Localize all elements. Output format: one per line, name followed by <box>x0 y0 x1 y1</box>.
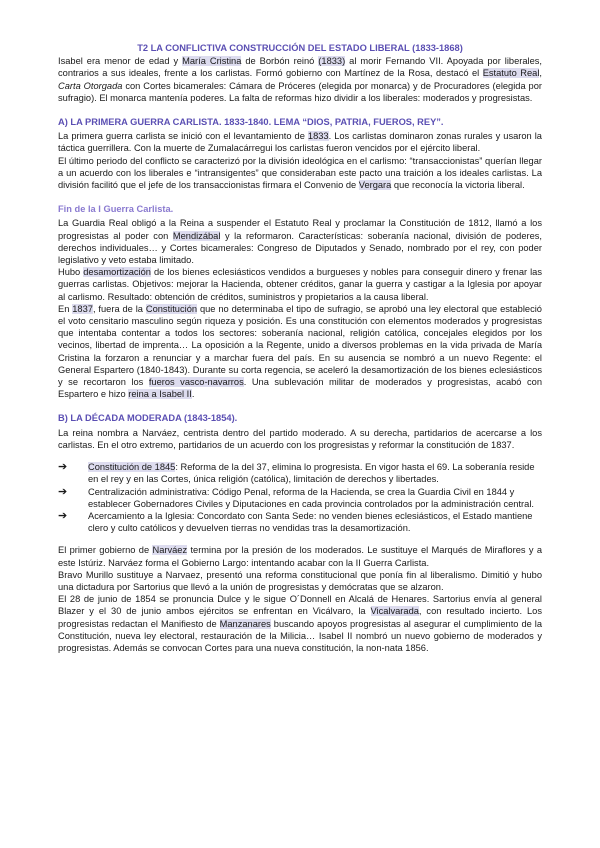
bullet-item-centralizacion <box>58 486 542 510</box>
highlight-1833: 1833 <box>307 131 329 142</box>
highlight-fueros: fueros vasco-navarros <box>148 377 244 388</box>
arrow-icon: ➔ <box>58 461 68 474</box>
text-run: de los bienes eclesiásticos vendidos a burgueses y nobles para conseguir dinero y frenar las guerras carlistas. Objetivos: mejorar la Hacienda, obtener créditos, ganar la guerra y castigar a la Iglesia por apoyar al carlismo. Resultado: obtención de créditos, suministros y propietarios a la causa liberal. <box>58 267 542 302</box>
bullet-item-iglesia <box>58 510 542 534</box>
text-run: al morir Fernando VII. Apoyada por liberales, contrarios a sus ideales, frente a los carlistas. Formó gobierno con Martínez de la Rosa, destacó el <box>58 56 542 79</box>
text-run: El primer gobierno de <box>58 545 153 556</box>
text-run: . Los carlistas dominaron zonas rurales y usaron la táctica guerrillera. Con la muerte de Zumalacárregui los carlistas fueron vencidos por el ejército liberal. <box>58 131 542 154</box>
highlight-mendizabal: Mendizábal <box>172 230 221 241</box>
text-run: que no determinaba el tipo de sufragio, se aprobó una ley electoral que estableció el voto censitario masculino según riqueza y posición. Es una constitución con elementos moderados y progresistas que intentaba contentar a todos los sectores: soberanía nacional, religión católica, concejales elegidos por los vecinos, libertad de imprenta… La oposición a la Regente, unido a diversos problemas en la vida privada de María Cristina la forzaron a renunciar y a marchar fuera del país. En su ausencia se nombró a un nuevo Regente: el General Espartero (1840-1843). Durante su corta regencia, se aceleró la desamortización de los bienes eclesiásticos y se recortaron los <box>58 303 542 388</box>
section-b-paragraph-3: Bravo Murillo sustituye a Narvaez, presentó una reforma constitucional que ponía fin al liberalismo. Dimitió y hubo una dictadura por Sartorius que llevó a la unión de progresistas y demócratas que se alzaron. <box>58 569 542 592</box>
text-run: La Guardia Real obligó a la Reina a suspender el Estatuto Real y proclamar la Constitución de 1812, llamó a los progresistas al poder con <box>58 218 542 241</box>
fin-guerra-heading: Fin de la I Guerra Carlista. <box>58 204 174 215</box>
text-run: Isabel era menor de edad y <box>58 56 183 67</box>
highlight-constitucion-1845: Constitución de 1845 <box>88 462 176 473</box>
section-b-paragraph-2 <box>58 544 542 568</box>
text-run: El último periodo del conflicto se caracterizó por la división ideológica en el carlismo: “transaccionistas” querían llegar a un acuerdo con los liberales e “intransigentes” que consideraban este pacto una traición a los ideales carlistas. La división facilitó que el jefe de los transaccionistas firmara el Convenio de <box>58 155 542 191</box>
highlight-1833: (1833) <box>318 56 346 67</box>
section-b-paragraph-1: La reina nombra a Narváez, centrista dentro del partido moderado. A su derecha, partidarios de acercarse a los carlistas. En el otro extremo, partidarios de un acuerdo con los progresistas y reformar la constitución de 1837. <box>58 427 542 450</box>
bullet-item-constitucion-1845 <box>58 461 542 485</box>
highlight-reina-isabel: reina a Isabel II <box>128 389 192 400</box>
highlight-desamortizacion: desamortización <box>83 267 151 278</box>
text-run: , <box>539 68 542 79</box>
text-run: . Una sublevación militar de moderados y progresistas, acabó con Espartero e hizo <box>58 377 542 400</box>
bullet-text: Centralización administrativa: Código Penal, reforma de la Hacienda, se crea la Guardia Civil en 1844 y establecer Gobernadores Civiles y Diputaciones en cada provincia controlados por la administración central. <box>88 486 534 509</box>
text-run: con Cortes bicamerales: Cámara de Próceres (elegida por monarca) y de Procuradores (elegida por sufragio). El monarca mantenía poderes. La falta de reformas hizo dividir a los liberales: moderados y progresistas. <box>58 80 542 103</box>
text-run: de Borbón reinó <box>241 56 319 67</box>
section-a-heading: A) LA PRIMERA GUERRA CARLISTA. 1833-1840. LEMA “DIOS, PATRIA, FUEROS, REY”. <box>58 117 444 128</box>
text-run: La primera guerra carlista se inició con el levantamiento de <box>58 131 308 142</box>
text-run: termina por la presión de los moderados. Le sustituye el Marqués de Miraflores y a este Istúriz. Narváez forma el Gobierno Largo: intentando acabar con la II Guerra Carlista. <box>58 545 543 568</box>
italic-carta-otorgada: Carta Otorgada <box>58 80 123 91</box>
highlight-vicalvarada: Vicalvarada <box>370 606 419 617</box>
highlight-narvaez: Narváez <box>152 545 188 556</box>
intro-paragraph <box>58 55 542 104</box>
fin-paragraph-2 <box>58 266 542 303</box>
text-run: , con resultado incierto. Los progresistas redactan el Manifiesto de <box>58 606 542 629</box>
section-a-paragraph-2 <box>58 155 542 192</box>
highlight-maria-cristina: María Cristina <box>182 56 242 67</box>
text-run: Hubo <box>58 267 84 278</box>
text-run: : Reforma de la del 37, elimina lo progresista. En vigor hasta el 69. La soberanía reside en el rey y en las Cortes, única religión (católica), limitación de derechos y libertades. <box>88 462 535 485</box>
text-run: buscando apoyos progresistas al asegurar el cumplimiento de la Constitución, nueva ley electoral, restauración de la Milicia… Isabel II nombró un nuevo gobierno de moderados y progresistas. Además se convocan Cortes para una nueva constitución, la non-nata 1856. <box>58 618 542 653</box>
highlight-manzanares: Manzanares <box>219 618 271 629</box>
section-b-heading: B) LA DÉCADA MODERADA (1843-1854). <box>58 413 238 424</box>
bullet-text: Acercamiento a la Iglesia: Concordato con Santa Sede: no venden bienes eclesiásticos, el Estado mantiene clero y culto católicos y devuelven tierras no vendidas tras la desamortización. <box>88 510 533 534</box>
arrow-icon: ➔ <box>58 509 68 522</box>
text-run: . <box>191 389 195 400</box>
text-run: y la reformaron. Características: soberanía nacional, división de poderes, derechos individuales… y Cortes bicamerales: Congreso de Diputados y Senado, nombrado por el rey, con poder legislativo y veto estaba limitado. <box>58 230 542 266</box>
text-run: El 28 de junio de 1854 se pronuncia Dulce y le sigue O´Donnell en Alcalá de Henares. Sartorius envía al general Blazer y el 30 de junio ambos ejércitos se enfrentan en Vicálvaro, la <box>58 594 542 617</box>
section-b-paragraph-4 <box>58 593 542 654</box>
highlight-vergara: Vergara <box>358 180 392 191</box>
highlight-constitucion: Constitución <box>145 303 198 314</box>
section-a-paragraph-1 <box>58 130 542 154</box>
highlight-1837: 1837 <box>72 303 93 314</box>
highlight-estatuto-real: Estatuto Real <box>482 68 540 79</box>
fin-paragraph-3 <box>58 303 542 401</box>
text-run: , fuera de la <box>92 303 146 314</box>
text-run: que reconocía la victoria liberal. <box>391 180 525 191</box>
text-run: En <box>58 303 73 314</box>
document-title: T2 LA CONFLICTIVA CONSTRUCCIÓN DEL ESTADO LIBERAL (1833-1868) <box>137 43 463 53</box>
arrow-icon: ➔ <box>58 485 68 498</box>
bullet-text <box>88 461 542 485</box>
fin-paragraph-1 <box>58 217 542 266</box>
